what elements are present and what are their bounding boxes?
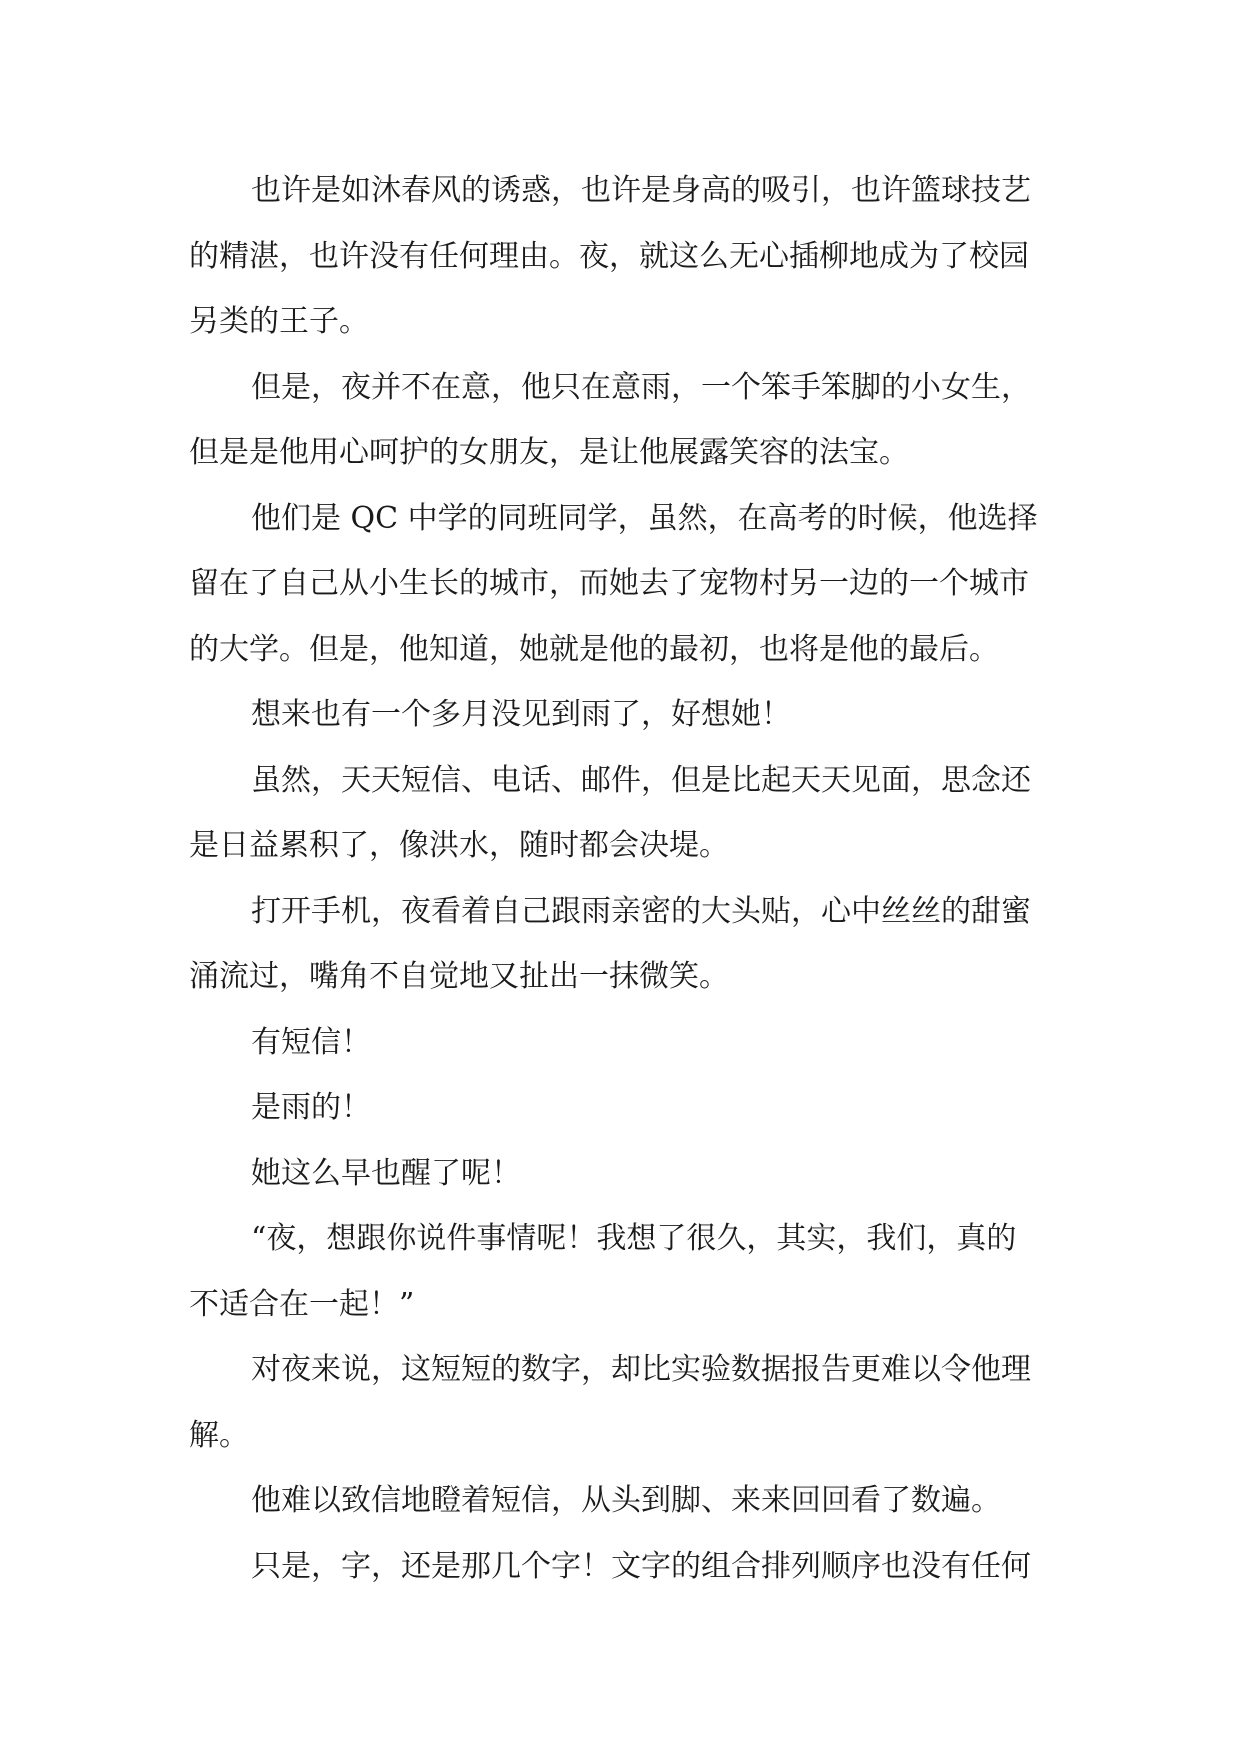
text-line: 只是，字，还是那几个字！文字的组合排列顺序也没有任何 bbox=[251, 1548, 1031, 1584]
text-line: 他难以致信地瞪着短信，从头到脚、来来回回看了数遍。 bbox=[251, 1483, 1001, 1518]
paragraph bbox=[189, 1468, 1061, 1534]
text-line: 对夜来说，这短短的数字，却比实验数据报告更难以令他理 bbox=[251, 1352, 1031, 1387]
text-line: 的精湛，也许没有任何理由。夜，就这么无心插柳地成为了校园 bbox=[189, 238, 1029, 274]
text-line: 他们是 QC 中学的同班同学，虽然，在高考的时候，他选择 bbox=[251, 500, 1038, 536]
paragraph bbox=[189, 682, 1061, 748]
text-line: 打开手机，夜看着自己跟雨亲密的大头贴，心中丝丝的甜蜜 bbox=[251, 893, 1031, 929]
text-line: 留在了自己从小生长的城市，而她去了宠物村另一边的一个城市 bbox=[189, 566, 1029, 601]
paragraph bbox=[189, 355, 1061, 486]
text-line: 但是是他用心呵护的女朋友，是让他展露笑容的法宝。 bbox=[189, 435, 909, 470]
text-line: 另类的王子。 bbox=[189, 304, 369, 339]
paragraph bbox=[189, 1337, 1061, 1468]
text-line: 虽然，天天短信、电话、邮件，但是比起天天见面，思念还 bbox=[251, 762, 1031, 798]
paragraph bbox=[189, 1010, 1061, 1076]
paragraph bbox=[189, 1075, 1061, 1141]
paragraph bbox=[189, 1141, 1061, 1207]
paragraph bbox=[189, 748, 1061, 879]
paragraph bbox=[189, 158, 1061, 355]
text-line: 是日益累积了，像洪水，随时都会决堤。 bbox=[189, 828, 729, 863]
paragraph bbox=[189, 1534, 1061, 1600]
text-line: 解。 bbox=[189, 1417, 249, 1453]
text-line: 但是，夜并不在意，他只在意雨，一个笨手笨脚的小女生， bbox=[251, 369, 1031, 405]
paragraph bbox=[189, 486, 1061, 683]
text-line: 涌流过，嘴角不自觉地又扯出一抹微笑。 bbox=[189, 959, 729, 994]
text-line: 她这么早也醒了呢！ bbox=[251, 1155, 521, 1191]
paragraph bbox=[189, 1206, 1061, 1337]
paragraph bbox=[189, 879, 1061, 1010]
document-body bbox=[189, 158, 1061, 1599]
text-line: 想来也有一个多月没见到雨了，好想她！ bbox=[251, 697, 791, 732]
text-line: 有短信！ bbox=[251, 1024, 371, 1060]
text-line: 是雨的！ bbox=[251, 1090, 371, 1125]
text-line: “夜，想跟你说件事情呢！我想了很久，其实，我们，真的 bbox=[251, 1221, 1017, 1256]
text-line: 也许是如沐春风的诱惑，也许是身高的吸引，也许篮球技艺 bbox=[251, 173, 1031, 208]
text-line: 不适合在一起！” bbox=[189, 1286, 415, 1322]
text-line: 的大学。但是，他知道，她就是他的最初，也将是他的最后。 bbox=[189, 631, 999, 667]
